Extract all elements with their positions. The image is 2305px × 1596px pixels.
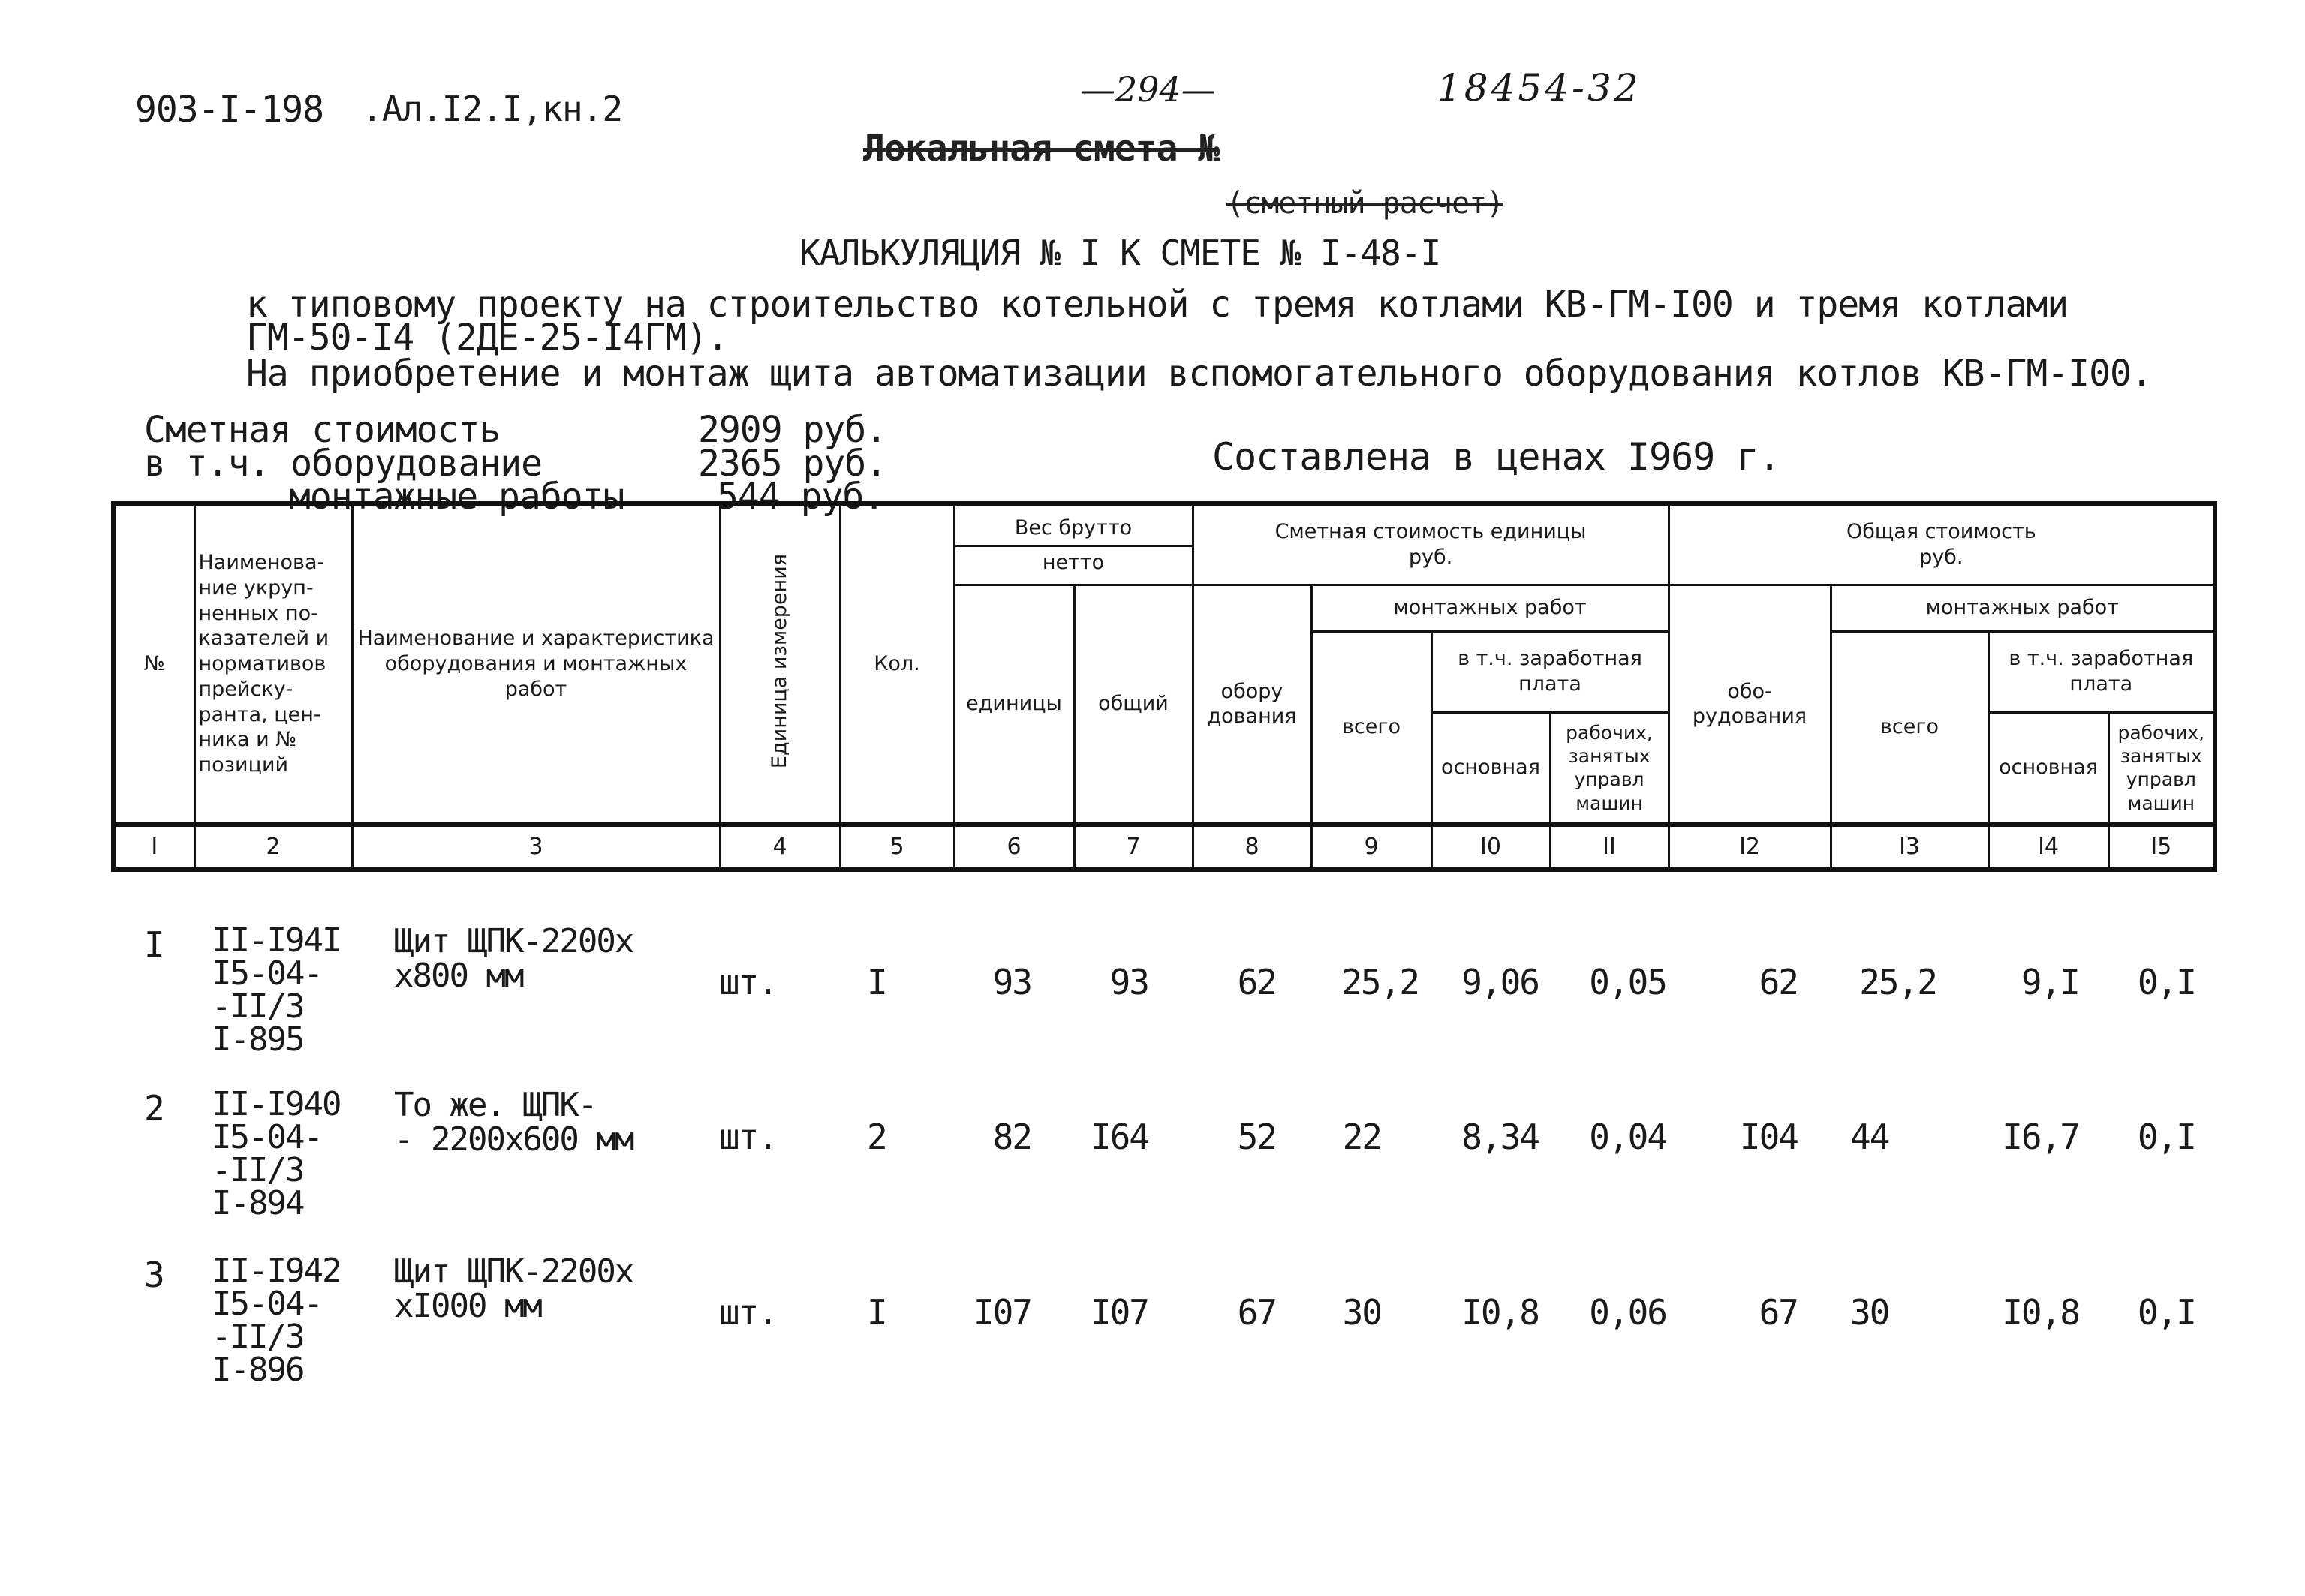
row-install-total: 25,2 [1341,962,1419,1002]
col-number: I [113,825,194,870]
row-total-install: 44 [1850,1117,1889,1157]
row-install-total: 30 [1342,1292,1381,1333]
header-unit-text: Единица измерения [768,553,792,768]
header-total-install: монтажных работ [1831,585,2215,631]
prices-note: Составлена в ценах I969 г. [1212,435,1780,479]
row-wage-basic: 8,34 [1461,1117,1539,1157]
header-description: Наименование и характеристика оборудования и монтажных работ [352,503,720,825]
row-total-equipment: 62 [1759,962,1798,1002]
col-number: I4 [1988,825,2108,870]
row-weight-unit: 93 [992,962,1031,1002]
page-number: —294— [1081,69,1216,110]
estimate-table-header [111,501,2217,872]
header-weight-net: нетто [1042,551,1105,575]
row-total-equipment: 67 [1759,1292,1798,1333]
row-wage-machine: 0,05 [1589,962,1666,1002]
col-number: 8 [1193,825,1311,870]
header-total-cost-label: Общая стоимость [1846,520,2036,543]
header-total-cost [1669,503,2215,585]
installation-cost-value: 544 руб. [717,476,885,518]
row-wage-basic: I0,8 [1461,1292,1539,1333]
row-total-machine: 0,I [2137,1117,2195,1157]
row-install-total: 22 [1342,1117,1381,1157]
row-unit: шт. [719,1292,778,1333]
album-ref: .Ал.I2.I,кн.2 [362,89,623,129]
row-total-machine: 0,I [2137,1292,2195,1333]
project-line-2: ГМ-50-I4 (2ДЕ-25-I4ГМ). [246,317,728,359]
header-no: № [113,503,194,825]
row-wage-basic: 9,06 [1461,962,1539,1002]
installation-cost-label: монтажные работы [289,476,624,518]
col-number: I2 [1669,825,1831,870]
equipment-cost-value: 2365 руб. [698,443,887,485]
project-line-1: к типовому проекту на строительство котельной с тремя котлами КВ-ГМ-I00 и тремя котлами [246,284,2069,326]
header-unit-install: монтажных работ [1311,585,1669,631]
row-codes: II-I940 I5-04- -II/3 I-894 [212,1085,341,1222]
header-unit-cost-label: Сметная стоимость единицы [1274,520,1587,543]
table-row [0,1252,2305,1450]
col-number: 4 [720,825,840,870]
row-weight-total: 93 [1109,962,1148,1002]
row-wage-machine: 0,06 [1589,1292,1666,1333]
header-total-machine: рабочих, занятых управл машин [2108,712,2215,825]
header-total-basic: основная [1988,712,2108,825]
header-unit-equipment: обору дования [1193,585,1311,825]
col-number: II [1550,825,1669,870]
estimated-cost-value: 2909 руб. [698,409,887,451]
row-weight-unit: 82 [992,1117,1031,1157]
row-total-machine: 0,I [2137,962,2195,1002]
row-no: 3 [144,1255,164,1295]
header-weight [954,503,1193,585]
row-description: Щит ЩПК-2200х хI000 мм [394,1252,633,1325]
row-qty: I [867,1292,886,1333]
header-unit-cost-rub: руб. [1408,545,1453,569]
row-weight-total: I07 [1090,1292,1148,1333]
col-number: 2 [194,825,352,870]
header-total-cost-rub: руб. [1919,545,1963,569]
row-total-basic: I6,7 [2002,1117,2079,1157]
col-number: 6 [954,825,1074,870]
row-total-basic: I0,8 [2002,1292,2079,1333]
header-qty: Кол. [840,503,954,825]
row-no: 2 [144,1088,164,1129]
header-unit-cost [1193,503,1669,585]
row-codes: II-I94I I5-04- -II/3 I-895 [212,921,341,1059]
header-weight-gross: Вес брутто [955,511,1192,548]
row-wage-machine: 0,04 [1589,1117,1666,1157]
header-unit-machine: рабочих, занятых управл машин [1550,712,1669,825]
col-number: I3 [1831,825,1988,870]
row-weight-total: I64 [1090,1117,1148,1157]
row-qty: I [867,962,886,1002]
row-no: I [144,924,164,965]
doc-code: 903-I-198 [135,89,324,131]
row-total-basic: 9,I [2021,962,2079,1002]
header-unit [720,503,840,825]
page-title: КАЛЬКУЛЯЦИЯ № I К СМЕТЕ № I-48-I [799,233,1441,273]
header-codes: Наименова-ние укруп-ненных по-казателей и нормативов прейску-ранта, цен-ника и № позиций [194,503,352,825]
purpose-line: На приобретение и монтаж щита автоматизации вспомогательного оборудования котлов КВ-ГМ-I00. [246,353,2152,395]
header-total-wages: в т.ч. заработная плата [1988,631,2215,712]
row-total-install: 30 [1850,1292,1889,1333]
col-number: 9 [1311,825,1431,870]
col-number: 5 [840,825,954,870]
col-number: I5 [2108,825,2215,870]
row-description: То же. ЩПК- - 2200х600 мм [394,1086,633,1159]
col-number: 3 [352,825,720,870]
row-description: Щит ЩПК-2200х х800 мм [394,922,633,995]
header-total-install-total: всего [1831,631,1988,825]
row-total-equipment: I04 [1739,1117,1798,1157]
row-equipment: 52 [1237,1117,1276,1157]
col-number: I0 [1431,825,1550,870]
col-number: 7 [1074,825,1193,870]
row-weight-unit: I07 [973,1292,1031,1333]
row-equipment: 67 [1237,1292,1276,1333]
row-equipment: 62 [1237,962,1276,1002]
table-row [0,1085,2305,1283]
estimated-cost-label: Сметная стоимость [144,409,501,451]
row-qty: 2 [867,1117,886,1157]
equipment-cost-label: в т.ч. оборудование [144,443,543,485]
header-unit-wages: в т.ч. заработная плата [1431,631,1669,712]
header-weight-unit: единицы [954,585,1074,825]
struck-title-1: Локальная смета № [863,128,1220,170]
row-codes: II-I942 I5-04- -II/3 I-896 [212,1252,341,1389]
header-weight-total: общий [1074,585,1193,825]
struck-title-2: (сметный расчет) [1226,186,1504,221]
row-unit: шт. [719,1117,778,1157]
header-unit-basic: основная [1431,712,1550,825]
header-total-equipment: обо-рудования [1669,585,1831,825]
row-total-install: 25,2 [1859,962,1936,1002]
row-unit: шт. [719,962,778,1002]
header-unit-install-total: всего [1311,631,1431,825]
handwritten-number: 18454-32 [1437,66,1641,110]
